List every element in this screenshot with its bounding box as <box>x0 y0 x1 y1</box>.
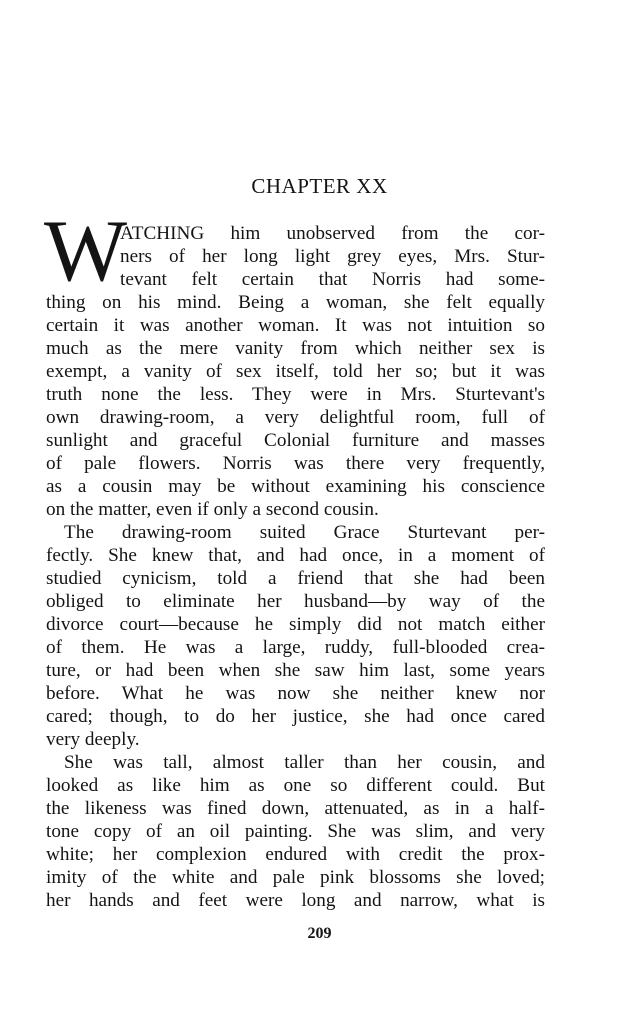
text-line: on the matter, even if only a second cousin. <box>46 499 379 520</box>
text-line: ture, or had been when she saw him last, some years <box>46 660 545 681</box>
text-line: much as the mere vanity from which neither sex is <box>46 338 545 359</box>
text-line: truth none the less. They were in Mrs. Sturtevant's <box>46 384 545 405</box>
text-line: of them. He was a large, ruddy, full-blooded crea- <box>46 637 545 658</box>
text-line: sunlight and graceful Colonial furniture and masses <box>46 430 545 451</box>
text-line: certain it was another woman. It was not intuition so <box>46 315 545 336</box>
text-line: obliged to eliminate her husband—by way of the <box>46 591 545 612</box>
text-line: own drawing-room, a very delightful room, full of <box>46 407 545 428</box>
text-line: ners of her long light grey eyes, Mrs. Stur- <box>120 246 545 267</box>
text-line: thing on his mind. Being a woman, she felt equally <box>46 292 545 313</box>
text-line: the likeness was fined down, attenuated, as in a half- <box>46 798 545 819</box>
text-line: She was tall, almost taller than her cousin, and <box>64 752 545 773</box>
text-line: imity of the white and pale pink blossoms she loved; <box>46 867 545 888</box>
chapter-title: CHAPTER XX <box>251 174 388 198</box>
text-line: tone copy of an oil painting. She was slim, and very <box>46 821 545 842</box>
text-line: her hands and feet were long and narrow, what is <box>46 890 545 911</box>
text-line: of pale flowers. Norris was there very frequently, <box>46 453 545 474</box>
text-line: very deeply. <box>46 729 140 750</box>
text-line: fectly. She knew that, and had once, in a moment of <box>46 545 545 566</box>
text-line: cared; though, to do her justice, she had once cared <box>46 706 545 727</box>
text-line: ATCHING him unobserved from the cor- <box>120 223 545 244</box>
text-line: tevant felt certain that Norris had some- <box>120 269 545 290</box>
text-line: white; her complexion endured with credit the prox- <box>46 844 545 865</box>
text-line: divorce court—because he simply did not match either <box>46 614 545 635</box>
text-line: exempt, a vanity of sex itself, told her so; but it was <box>46 361 545 382</box>
text-line: before. What he was now she neither knew nor <box>46 683 545 704</box>
text-line: looked as like him as one so different could. But <box>46 775 545 796</box>
page-number: 209 <box>307 925 332 942</box>
text-line: The drawing-room suited Grace Sturtevant per- <box>64 522 545 543</box>
text-line: as a cousin may be without examining his conscience <box>46 476 545 497</box>
text-line: studied cynicism, told a friend that she had been <box>46 568 545 589</box>
drop-cap: W <box>44 203 128 300</box>
